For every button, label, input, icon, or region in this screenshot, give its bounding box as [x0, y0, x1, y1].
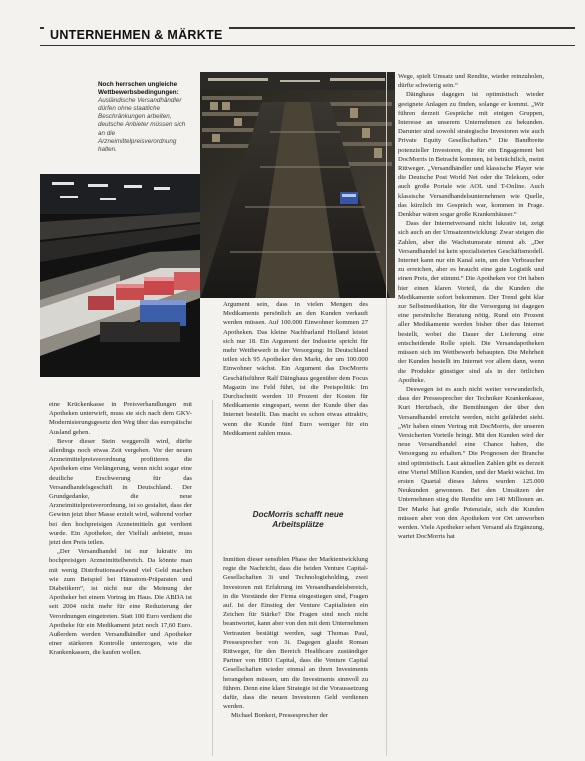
caption-body: Ausländische Versandhändler dürfen ohne staatliche Beschränkungen arbeiten, deutsche Anbieter müssen sich an die Arzneimittelpreisverordnung halten.	[98, 97, 186, 153]
paragraph: Michael Bonkert, Pressesprecher der	[231, 712, 329, 720]
article-column-middle-top	[223, 300, 368, 476]
paragraph: Däinghaus dagegen ist optimistisch wieder geeignete Anlagen zu finden, solange er kommt. „Wir führen derzeit Gespräche mit einigen Gruppen, Interesse an unserem Unternehmen zu bekunden. Darunter sind sowohl strategische Investoren wie auch Private Equity Gesellschaften.“ Die Bandbreite potenzieller Investoren, die für ein Engagement bei DocMorris in Betracht kommen, ist beträchtlich, meint Rittweger. „Versandhändler und klassische Player wie die Deutsche Post World Net oder die Telekom, oder auch große Portale wie AOL und T-Online. Auch klassische Versandhandelsunternehmen wie Quelle, das kürzlich im Gespräch war, kommen in Frage. Denkbar wären sogar große Krankenhäuser.“	[398, 91, 544, 219]
paragraph: Bevor dieser Stein weggerollt wird, dürfte allerdings noch etwas Zeit vergehen. Vor der neuen Arzneimittelpreisverordnung profitieren die Apotheken eine Verlängerung, wenn nicht sogar eine deutliche Erschwerung für das Versandhandelsgeschäft in Deutschland. Der Grundgedanke, die neue Arzneimittelpreisverordnung, ist so gestaltet, dass der Gewinn jetzt über Masse erzielt wird, während vorher bei den hochpreisigen Arzneimitteln gut verdient wurde. Ein Apotheker, der Vielfalt anbietet, muss jetzt den Preis teilen.	[49, 437, 192, 547]
paragraph: Dass der Internetversand nicht lukrativ ist, zeigt sich auch an der Umsatzentwicklung: Zwar steigen die Zahlen, aber die Wachstumsrate nimmt ab. „Der Versandhandel ist kein spezialisiertes Geschäftsmodell. Internet kann nur ein Kanal sein, um den Verbraucher zu erreichen, aber es braucht eine gute Logistik und einen Preis, der stimmt.“ Die Apotheken vor Ort haben hier einen klaren Vorteil, da die Kunden die Medikamente sofort bekommen. Der Trend geht klar zur Selbstmedikation, für die Versorgung ist dagegen eine persönliche Beratung nötig. Rund ein Prozent aller Medikamente werden bisher über das Internet bestellt, wobei die Dauer der Lieferung eine entscheidende Rolle spielt. Die Versandapotheken müssen sich im Wettbewerb behaupten. Die Mehrheit der Kunden bestellt im Internet vor allem dann, wenn die Produkte günstiger sind als in der örtlichen Apotheke.	[398, 220, 544, 384]
paragraph: „Der Versandhandel ist nur lukrativ im hochpreisigen Arzneimittelbereich. Da könnte man mit wenig Distributionsaufwand viel Geld machen wie zum Beispiel bei Hämatom-Präparaten und Diabetikern“, ist nicht nur die Meinung der Apotheker bei einem Vortrag im Haus. Die ABDA ist seit 2004 nicht mehr für eine Reduzierung der Verordnungen eingetreten. Statt 100 Euro verdient die Apotheke für ein Medikament jetzt noch 17,60 Euro. Außerdem werden Versandhändler und Apotheker einer stärkeren Kontrolle unterzogen, wie die Krankenkassen, die kaufen wollen.	[49, 548, 192, 657]
article-column-left	[49, 400, 192, 756]
article-subheading: DocMorris schafft neue Arbeitsplätze	[252, 510, 344, 529]
paragraph: Wege, spielt Umsatz und Rendite, wieder reinzuholen, dürfte schwierig sein.“	[398, 73, 544, 90]
paragraph: eine Krückenkasse in Preisverhandlungen mit Apotheken unterwirft, muss sie sich nach dem GKV-Modernisierungsgesetz den Weg über das europäische Ausland gehen.	[49, 401, 192, 436]
column-divider	[212, 400, 213, 756]
paragraph: Inmitten dieser sensiblen Phase der Marktentwicklung regte die Nachricht, dass die beiden Venture Capital-Gesellschaften 3i und Technologieholding, zwei Investoren mit Erfahrung im Versandhandelsbereich, in die Vorstände der Firma eingestiegen sind, Fragen auf. Ist der Einstieg der Venture Capitalisten ein Zeichen für Stärke? Die Fragen sind noch nicht beantwortet, kann aber von den mit dem Unternehmen Vertrauten bestätigt werden, sagt Thomas Paul, Pressesprecher von 3i. Dagegen glaubt Roman Rittweger, für den Bereich Healthcare zuständiger Partner von HBO Capital, dass die Venture Capital Gesellschaften wieder einmal an ihren Investments herangehen müssen, um die Investments sinnvoll zu führen. Denn eine klare Strategie ist die Voraussetzung dafür, dass die neuen Investoren Geld verdienen werden.	[223, 556, 368, 711]
article-column-middle-bottom	[223, 555, 368, 756]
caption-title: Noch herrschen ungleiche Wettbewerbsbedingungen:	[98, 81, 179, 97]
photo-caption	[98, 81, 194, 154]
paragraph: Deswegen ist es auch nicht weiter verwunderlich, dass der Pressesprecher der Techniker Krankenkasse, Kurt Hertzbach, die Bemühungen der über den Versandhandel erreicht werden, nicht gefährdet sieht. „Wir haben einen Vertrag mit DocMorris, der unseren Versicherten Vorteile bringt. Mit den Kunden wird der neue Versandhandel eine Chance haben, die Versorgung zu erhalten.“ Die Prognosen der Branche sind optimistisch. Laut aktuellen Zahlen gibt es derzeit eine Viertel Million Kunden, und der Markt wächst. Im ersten Quartal dieses Jahres wurden 125.000 Neukunden gewonnen. Bei den Umsätzen der Unternehmen stieg die Rendite um 140 Millionen an. Der Markt hat große Potenziale, sich die Kunden müssen aber von den Apotheken vor Ort umworben werden. Viele Apotheker sehen Versand als Ergänzung, wartet DocMorris hat	[398, 385, 544, 541]
column-divider	[386, 72, 387, 756]
paragraph: Argument sein, dass in vielen Mengen des Medikaments persönlich an den Kunden verkauft werden müssen. Auf 100.000 Einwohner kommen 27 Apotheken. Das kleine Nachbarland Holland leistet sich nur 18. Ein Argument der Industrie spricht für mehr Wettbewerb in der Versorgung: In Deutschland teilen sich 95 Apotheker den Markt, der um 100.000 Einwohner wächst. Ein Argument das DocMorris Geschäftsführer Ralf Däinghaus gegenüber dem Focus Magazin ins Feld führt, ist die Preispolitik: Im Durchschnitt werden 10 Prozent der Kosten für Medikamente eingespart, wenn der Kunde über das Internet bestellt. Das macht es schon etwas attraktiv, wenn die Kunde fünf Euro weniger für ein Medikament zahlen muss.	[223, 301, 368, 437]
article-column-right	[398, 72, 544, 756]
section-title: UNTERNEHMEN & MÄRKTE	[44, 27, 229, 43]
